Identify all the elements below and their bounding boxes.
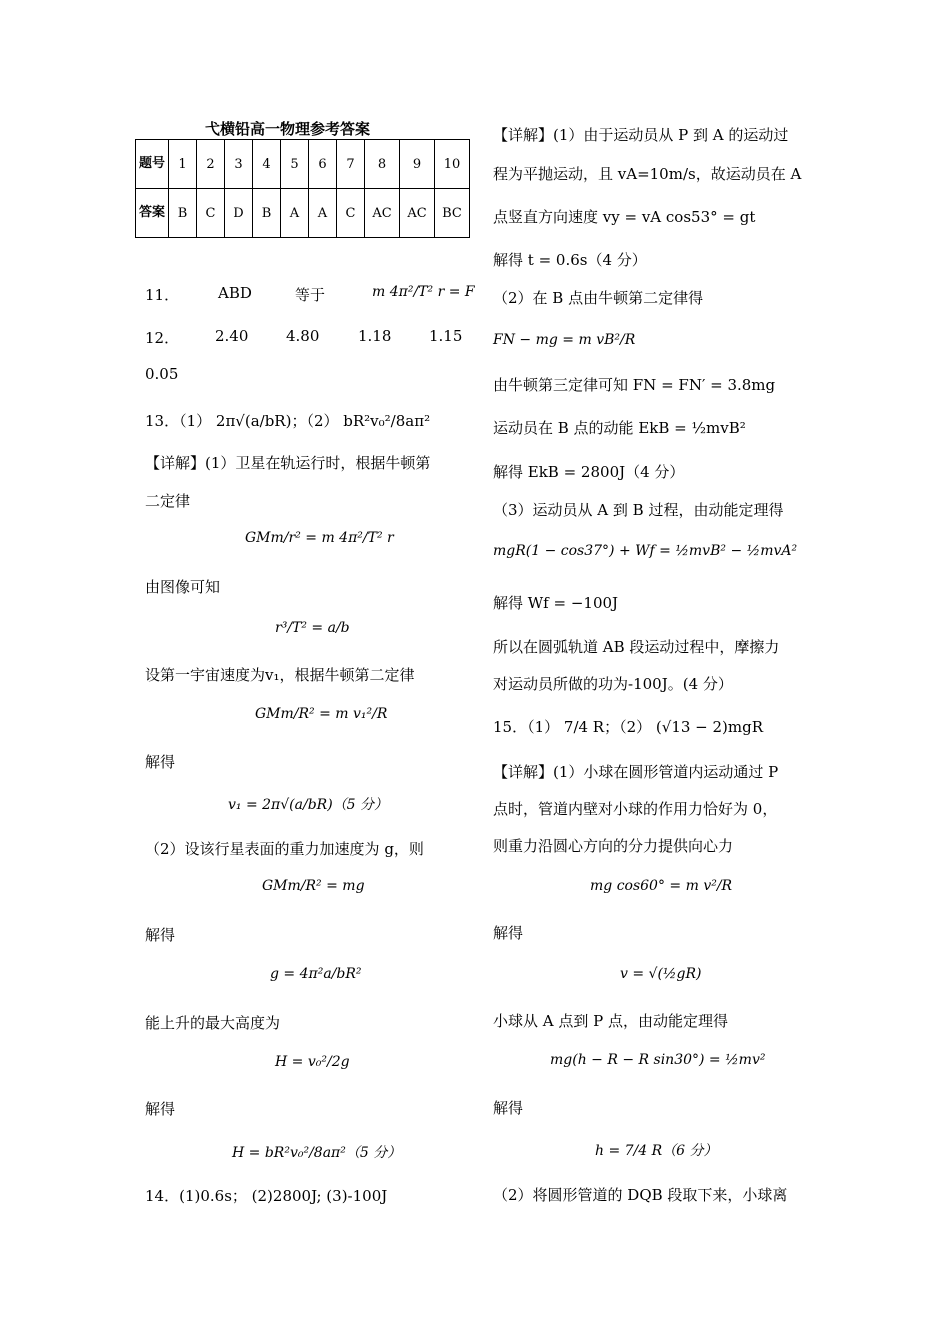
page-title: 弋横铅高一物理参考答案 bbox=[205, 120, 371, 138]
eq4: v₁ = 2π√(a/bR)（5 分） bbox=[228, 797, 389, 813]
table-cell: AC bbox=[365, 189, 400, 238]
table-header-answer: 答案 bbox=[136, 189, 169, 238]
table-cell: B bbox=[253, 189, 281, 238]
table-cell: 8 bbox=[365, 140, 400, 189]
table-cell: 4 bbox=[253, 140, 281, 189]
r-d5: （2）在 B 点由牛顿第二定律得 bbox=[493, 289, 704, 307]
r-d9: 解得 EkB = 2800J（4 分） bbox=[493, 463, 685, 481]
q14: 14．(1)0.6s； (2)2800J; (3)-100J bbox=[145, 1187, 388, 1205]
r-d3: 点竖直方向速度 vy = vA cos53° = gt bbox=[493, 208, 756, 226]
q11-formula: m 4π²/T² r = F bbox=[372, 284, 475, 300]
q13-detail-2: 二定律 bbox=[145, 492, 191, 510]
table-cell: 10 bbox=[435, 140, 470, 189]
q12-d: 1.15 bbox=[429, 327, 463, 345]
q11-number: 11． bbox=[145, 286, 180, 304]
r-d4: 解得 t = 0.6s（4 分） bbox=[493, 251, 647, 269]
table-cell: 3 bbox=[225, 140, 253, 189]
q12-c: 1.18 bbox=[358, 327, 392, 345]
r-d11: mgR(1 − cos37°) + Wf = ½mvB² − ½mvA² bbox=[493, 543, 798, 559]
q12-a: 2.40 bbox=[215, 327, 249, 345]
r-d10: （3）运动员从 A 到 B 过程，由动能定理得 bbox=[493, 501, 784, 519]
eq6: g = 4π²a/bR² bbox=[270, 966, 362, 982]
q11-answer-a: ABD bbox=[218, 284, 252, 302]
table-cell: BC bbox=[435, 189, 470, 238]
table-cell: AC bbox=[400, 189, 435, 238]
eq7: H = v₀²/2g bbox=[275, 1054, 350, 1070]
r-d24: h = 7/4 R（6 分） bbox=[595, 1143, 718, 1159]
solve3: 解得 bbox=[145, 1100, 176, 1118]
table-cell: D bbox=[225, 189, 253, 238]
r-d15: 【详解】(1）小球在圆形管道内运动通过 P bbox=[493, 763, 779, 781]
eq3: GMm/R² = m v₁²/R bbox=[255, 706, 388, 722]
table-cell: 6 bbox=[309, 140, 337, 189]
eq8: H = bR²v₀²/8aπ²（5 分） bbox=[232, 1145, 402, 1161]
q12-b: 4.80 bbox=[286, 327, 320, 345]
q12-e: 0.05 bbox=[145, 365, 179, 383]
r-d16: 点时，管道内壁对小球的作用力恰好为 0， bbox=[493, 800, 778, 818]
r-d6: FN − mg = m vB²/R bbox=[493, 332, 636, 348]
r-d1: 【详解】(1）由于运动员从 P 到 A 的运动过 bbox=[493, 126, 789, 144]
answer-table bbox=[135, 139, 470, 238]
table-cell: 9 bbox=[400, 140, 435, 189]
q15: 15．（1） 7/4 R；（2） (√13 − 2)mgR bbox=[493, 718, 764, 736]
q11-answer-b: 等于 bbox=[295, 286, 326, 304]
solve2: 解得 bbox=[145, 926, 176, 944]
table-header-number: 题号 bbox=[136, 140, 169, 189]
r-d19: 解得 bbox=[493, 924, 524, 942]
r-d23: 解得 bbox=[493, 1099, 524, 1117]
table-cell: 2 bbox=[197, 140, 225, 189]
r-d7: 由牛顿第三定律可知 FN = FN′ = 3.8mg bbox=[493, 376, 776, 394]
r-d22: mg(h − R − R sin30°) = ½mv² bbox=[550, 1052, 766, 1068]
r-d17: 则重力沿圆心方向的分力提供向心力 bbox=[493, 837, 734, 855]
table-cell: 1 bbox=[169, 140, 197, 189]
table-cell: A bbox=[309, 189, 337, 238]
table-cell: A bbox=[281, 189, 309, 238]
fig-text: 由图像可知 bbox=[145, 578, 221, 596]
table-cell: C bbox=[197, 189, 225, 238]
part2-text: （2）设该行星表面的重力加速度为 g，则 bbox=[145, 840, 424, 858]
solve1: 解得 bbox=[145, 753, 176, 771]
r-d13: 所以在圆弧轨道 AB 段运动过程中，摩擦力 bbox=[493, 638, 780, 656]
r-d21: 小球从 A 点到 P 点，由动能定理得 bbox=[493, 1012, 728, 1030]
q13-detail: 【详解】(1）卫星在轨运行时，根据牛顿第 bbox=[145, 454, 431, 472]
eq1: GMm/r² = m 4π²/T² r bbox=[245, 530, 394, 546]
r-d20: v = √(½gR) bbox=[620, 966, 702, 982]
v1-text: 设第一宇宙速度为v₁，根据牛顿第二定律 bbox=[145, 666, 415, 684]
table-cell: 7 bbox=[337, 140, 365, 189]
maxh-text: 能上升的最大高度为 bbox=[145, 1014, 281, 1032]
r-d2: 程为平抛运动，且 vA=10m/s，故运动员在 A bbox=[493, 165, 802, 183]
eq2: r³/T² = a/b bbox=[275, 620, 350, 636]
table-cell: 5 bbox=[281, 140, 309, 189]
r-d18: mg cos60° = m v²/R bbox=[590, 878, 733, 894]
r-d12: 解得 Wf = −100J bbox=[493, 594, 619, 612]
r-d8: 运动员在 B 点的动能 EkB = ½mvB² bbox=[493, 419, 746, 437]
q12-number: 12． bbox=[145, 329, 180, 347]
table-cell: B bbox=[169, 189, 197, 238]
table-cell: C bbox=[337, 189, 365, 238]
eq5: GMm/R² = mg bbox=[262, 878, 365, 894]
r-d14: 对运动员所做的功为-100J。(4 分） bbox=[493, 675, 733, 693]
q13-head: 13．（1） 2π√(a/bR)；（2） bR²v₀²/8aπ² bbox=[145, 412, 431, 430]
r-d25: （2）将圆形管道的 DQB 段取下来，小球离 bbox=[493, 1186, 788, 1204]
